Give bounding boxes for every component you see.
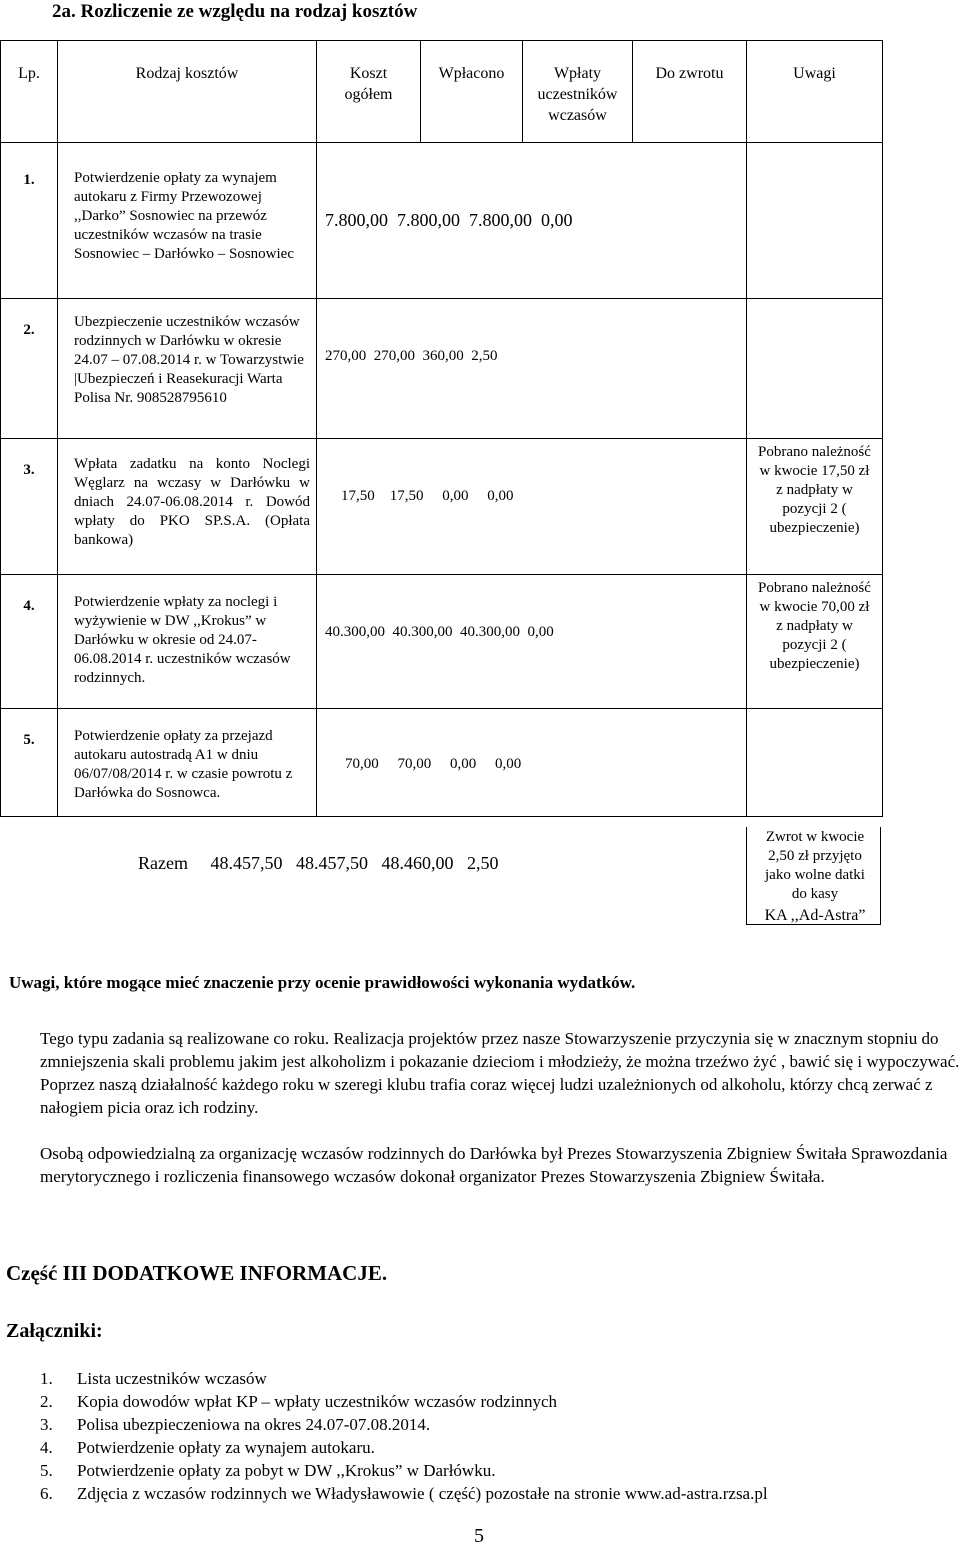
list-item: 4. Potwierdzenie opłaty za wynajem autokaru. [40, 1438, 375, 1457]
row-zwrot: 0,00 [495, 756, 522, 772]
row-zwrot: 2,50 [471, 348, 498, 364]
cost-table [0, 40, 883, 817]
header-wplacono: Wpłacono [421, 41, 523, 143]
remarks-paragraph: Tego typu zadania są realizowane co roku. Realizacja projektów przez nasze Stowarzyszenie przyczynia się w znacznym stopniu do zmniejszenia skali problemu jakim jest alkoholizm i pokazanie dzieciom i młodzieży, że można trzeźwo żyć , bawić się i wypoczywać. Poprzez naszą działalność każdego roku w szeregi klubu trafia coraz więcej ludzi uzależnionych od alkoholu, którzy chcą zerwać z nałogiem picia oraz ich rodziny. [40, 1029, 960, 1117]
row-uwagi: Pobrano należność w kwocie 17,50 zł z nadpłaty w pozycji 2 ( ubezpieczenie) [747, 439, 883, 575]
list-item: 5. Potwierdzenie opłaty za pobyt w DW ,,Krokus” w Darłówku. [40, 1461, 496, 1480]
list-item: 6. Zdjęcia z wczasów rodzinnych we Władysławowie ( część) pozostałe na stronie www.ad-astra.rzsa.pl [40, 1484, 768, 1503]
row-lp: 5. [23, 732, 35, 748]
header-zwrot: Do zwrotu [633, 41, 747, 143]
part3-title: Część III DODATKOWE INFORMACJE. [6, 1261, 388, 1285]
row-wplacono: 70,00 [397, 756, 432, 772]
row-wplaty: 7.800,00 [469, 210, 532, 230]
row-desc: Wpłata zadatku na konto Noclegi Węglarz na wczasy w Darłówku w dniach 24.07-06.08.2014 r. Dowód wpłaty do PKO SP.S.A. (Opłata bankowa) [58, 439, 317, 575]
row-wplaty: 0,00 [450, 756, 477, 772]
list-item: 2. Kopia dowodów wpłat KP – wpłaty uczestników wczasów rodzinnych [40, 1392, 557, 1411]
row-wplaty: 360,00 [422, 348, 464, 364]
row-uwagi [747, 143, 883, 299]
page-number: 5 [474, 1525, 484, 1547]
row-desc: Ubezpieczenie uczestników wczasów rodzinnych w Darłówku w okresie 24.07 – 07.08.2014 r. w Towarzystwie |Ubezpieczeń i Reasekuracji Warta Polisa Nr. 908528795610 [58, 299, 317, 439]
total-row [0, 827, 882, 925]
row-wplacono: 270,00 [373, 348, 415, 364]
list-item: 1. Lista uczestników wczasów [40, 1369, 267, 1388]
row-desc: Potwierdzenie wpłaty za noclegi i wyżywienie w DW ,,Krokus” w Darłówku w okresie od 24.07-06.08.2014 r. uczestników wczasów rodzinnych. [58, 575, 317, 709]
row-wplacono: 7.800,00 [397, 210, 460, 230]
table-header-row [1, 41, 883, 143]
row-uwagi: Pobrano należność w kwocie 70,00 zł z nadpłaty w pozycji 2 ( ubezpieczenie) [747, 575, 883, 709]
row-wplaty: 40.300,00 [460, 624, 520, 640]
row-koszt: 70,00 [345, 756, 379, 772]
list-item: 3. Polisa ubezpieczeniowa na okres 24.07-07.08.2014. [40, 1415, 431, 1434]
row-lp: 1. [23, 172, 35, 188]
total-wplaty: 48.460,00 [381, 853, 454, 873]
header-koszt: Koszt ogółem [317, 41, 421, 143]
total-uwagi: Zwrot w kwocie 2,50 zł przyjęto jako wolne datki do kasy [765, 829, 865, 902]
attachments-list [40, 1367, 768, 1505]
row-zwrot: 0,00 [541, 210, 573, 230]
table-row [1, 143, 883, 299]
total-label: Razem [138, 853, 188, 873]
row-lp: 4. [23, 598, 35, 614]
total-zwrot: 2,50 [466, 853, 499, 873]
row-desc: Potwierdzenie opłaty za przejazd autokaru autostradą A1 w dniu 06/07/08/2014 r. w czasie powrotu z Darłówka do Sosnowca. [58, 709, 317, 817]
row-lp: 2. [23, 322, 35, 338]
remarks-title: Uwagi, które mogące mieć znaczenie przy ocenie prawidłowości wykonania wydatków. [9, 973, 636, 992]
page-heading: 2a. Rozliczenie ze względu na rodzaj kosztów [52, 1, 418, 22]
header-lp: Lp. [1, 41, 58, 143]
row-koszt: 270,00 [325, 348, 367, 364]
header-uwagi: Uwagi [747, 41, 883, 143]
total-uwagi-ka: KA ,,Ad-Astra” [764, 907, 866, 924]
row-uwagi [747, 299, 883, 439]
row-zwrot: 0,00 [527, 624, 554, 640]
row-wplacono: 40.300,00 [392, 624, 453, 640]
row-koszt: 17,50 [341, 488, 375, 504]
row-uwagi [747, 709, 883, 817]
row-zwrot: 0,00 [487, 488, 514, 504]
header-rodzaj: Rodzaj kosztów [58, 41, 317, 143]
responsible-paragraph: Osobą odpowiedzialną za organizację wczasów rodzinnych do Darłówka był Prezes Stowarzyszenia Zbigniew Świtała Sprawozdania merytorycznego i rozliczenia finansowego wczasów dokonał organizator Prezes Stowarzyszenia Zbigniew Świtała. [40, 1144, 948, 1186]
row-koszt: 40.300,00 [325, 624, 385, 640]
total-wplacono: 48.457,50 [295, 853, 368, 873]
table-row [1, 439, 883, 575]
row-lp: 3. [23, 462, 35, 478]
row-koszt: 7.800,00 [325, 210, 388, 230]
total-koszt: 48.457,50 [210, 853, 283, 873]
table-row [1, 709, 883, 817]
attachments-title: Załączniki: [6, 1320, 103, 1342]
row-wplacono: 17,50 [389, 488, 424, 504]
table-row [1, 575, 883, 709]
header-wplaty: Wpłaty uczestników wczasów [523, 41, 633, 143]
row-wplaty: 0,00 [442, 488, 469, 504]
table-row [1, 299, 883, 439]
row-desc: Potwierdzenie opłaty za wynajem autokaru z Firmy Przewozowej ,,Darko” Sosnowiec na przewóz uczestników wczasów na trasie Sosnowiec – Darłówko – Sosnowiec [58, 143, 317, 299]
